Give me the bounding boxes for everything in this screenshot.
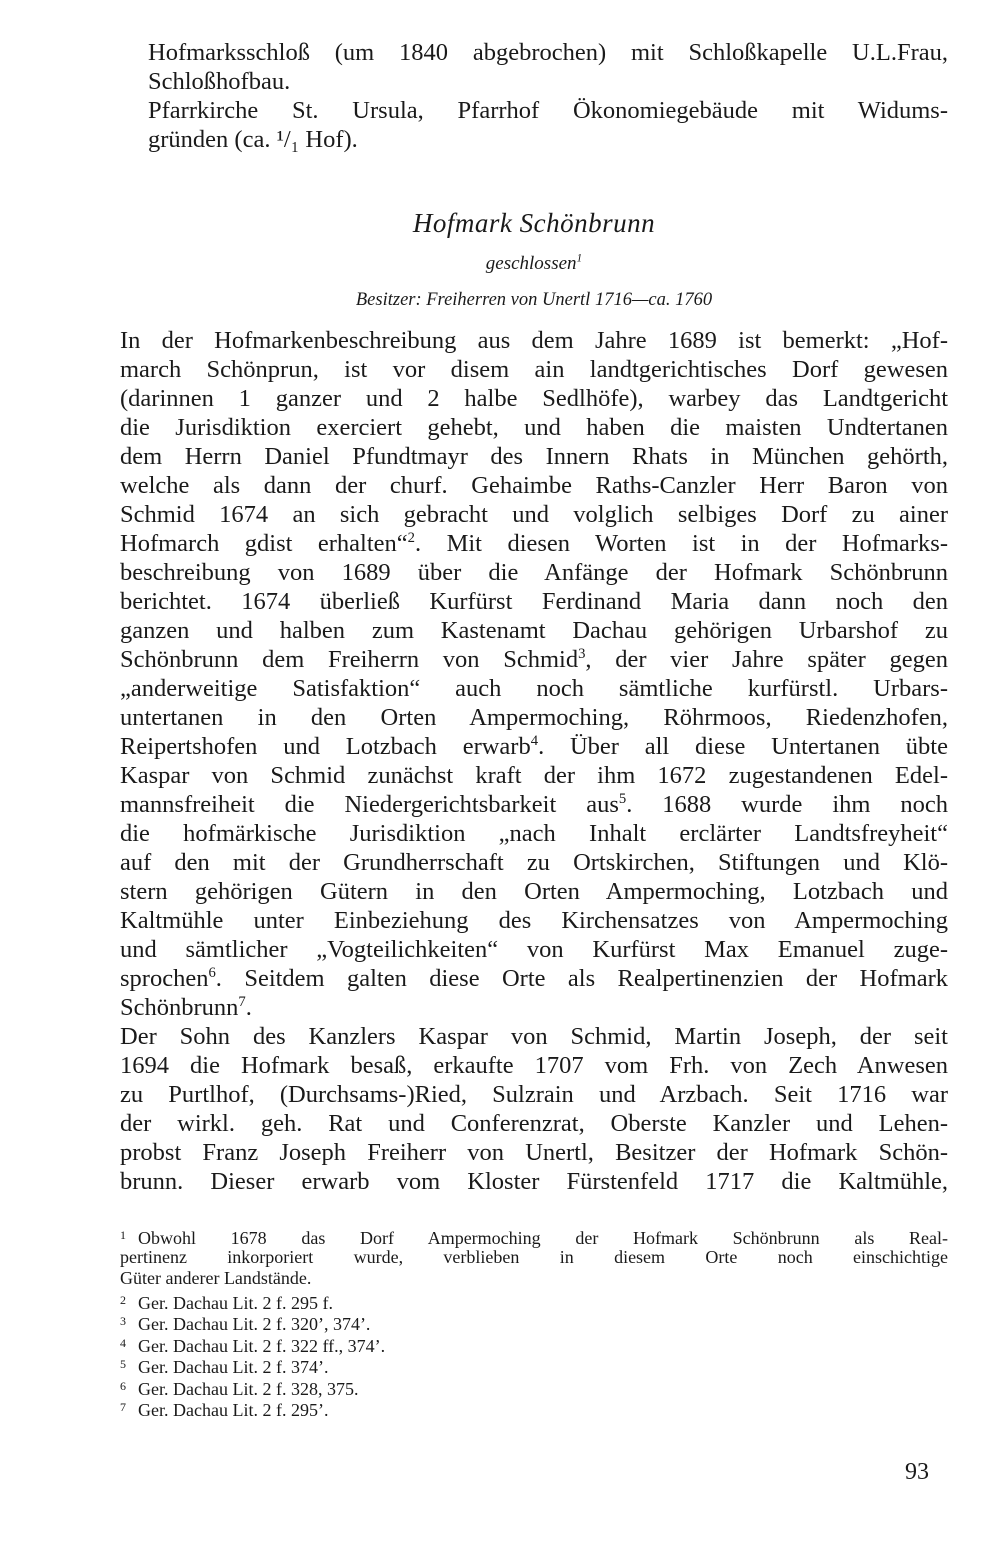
text-segment: In der Hofmarkenbeschreibung aus dem Jahre 1689 ist bemerkt: „Hof- <box>120 327 948 354</box>
text-segment: Kaltmühle unter Einbeziehung des Kirchensatzes von Ampermoching <box>120 907 948 934</box>
text-line <box>120 877 948 906</box>
text-segment: Schönbrunn <box>120 994 239 1021</box>
text-segment: Hofmarch gdist erhalten“ <box>120 530 408 557</box>
text-segment: Schönbrunn dem Freiherrn von Schmid <box>120 646 579 673</box>
footnote-number: 3 <box>120 1314 126 1328</box>
text-line: der wirkl. geh. Rat und Conferenzrat, Oberste Kanzler und Lehen- <box>120 1110 948 1137</box>
footnote-line <box>120 1290 948 1312</box>
text-line <box>120 674 948 703</box>
text-segment: dem Herrn Daniel Pfundtmayr des Innern Rhats in München gehörth, <box>120 443 948 470</box>
footnote-ref: 2 <box>407 529 415 546</box>
text-line: Der Sohn des Kanzlers Kaspar von Schmid, Martin Joseph, der seit <box>120 1023 948 1050</box>
text-line <box>120 529 948 558</box>
text-line <box>120 442 948 471</box>
text-line <box>120 819 948 848</box>
text-segment: und sämtlicher „Vogteilichkeiten“ von Kurfürst Max Emanuel zuge- <box>120 936 948 963</box>
section-owner: Besitzer: Freiherren von Unertl 1716—ca. 1760 <box>355 290 713 310</box>
footnote-ref: 7 <box>238 993 246 1010</box>
footnote-ref: 3 <box>578 645 586 662</box>
text-segment: mannsfreiheit die Niedergerichtsbarkeit aus <box>120 791 619 818</box>
text-line <box>120 355 948 384</box>
text-line <box>120 500 948 529</box>
text-line <box>120 790 948 819</box>
text-line: zu Purtlhof, (Durchsams-)Ried, Sulzrain und Arzbach. Seit 1716 war <box>120 1081 948 1108</box>
section-title: Hofmark Schönbrunn <box>412 208 656 238</box>
paragraph-2 <box>120 1022 948 1196</box>
text-line <box>120 384 948 413</box>
text-segment: auf den mit der Grundherrschaft zu Ortskirchen, Stiftungen und Klö- <box>120 849 948 876</box>
text-line: probst Franz Joseph Freiherr von Unertl, Besitzer der Hofmark Schön- <box>120 1139 948 1166</box>
section-subtitle <box>120 252 948 276</box>
text-line <box>120 645 948 674</box>
text-segment: berichtet. 1674 überließ Kurfürst Ferdinand Maria dann noch den <box>120 588 948 615</box>
footnote-line <box>120 1268 948 1290</box>
text-line <box>120 761 948 790</box>
text-segment: beschreibung von 1689 über die Anfänge der Hofmark Schönbrunn <box>120 559 948 586</box>
text-line <box>120 964 948 993</box>
footnote-line <box>120 1397 948 1419</box>
text-segment: march Schönprun, ist vor disem ain landtgerichtisches Dorf gewesen <box>120 356 948 383</box>
text-line <box>120 326 948 355</box>
footnote-number: 7 <box>120 1400 126 1414</box>
footnote-text: Ger. Dachau Lit. 2 f. 295 f. <box>138 1292 333 1313</box>
text-line <box>120 413 948 442</box>
intro-block <box>120 38 948 154</box>
text-segment: die hofmärkische Jurisdiktion „nach Inhalt erclärter Landtsfreyheit“ <box>120 820 948 847</box>
text-line <box>120 558 948 587</box>
text-segment: . Seitdem galten diese Orte als Realpertinenzien der Hofmark <box>215 965 948 992</box>
text-segment: ganzen und halben zum Kastenamt Dachau gehörigen Urbarshof zu <box>120 617 948 644</box>
footnote-text: pertinenz inkorporiert wurde, verblieben in diesem Orte noch einschichtige <box>120 1246 948 1267</box>
text-line <box>120 471 948 500</box>
footnote-text: Ger. Dachau Lit. 2 f. 322 ff., 374’. <box>138 1335 386 1356</box>
footnote-ref: 1 <box>576 252 583 265</box>
text-line <box>120 616 948 645</box>
footnote-ref: 6 <box>208 964 216 981</box>
text-line <box>120 848 948 877</box>
text-segment: Reipertshofen und Lotzbach erwarb <box>120 733 531 760</box>
text-segment: welche als dann der churf. Gehaimbe Raths-Canzler Herr Baron von <box>120 472 948 499</box>
footnote-number: 4 <box>120 1335 126 1350</box>
text-line: 1694 die Hofmark besaß, erkaufte 1707 vom Frh. von Zech Anwesen <box>120 1052 948 1079</box>
text-line <box>120 587 948 616</box>
footnote-line <box>120 1225 948 1247</box>
text-line <box>120 935 948 964</box>
text-segment: „anderweitige Satisfaktion“ auch noch sämtliche kurfürstl. Urbars- <box>120 675 948 702</box>
footnote-number: 6 <box>120 1378 126 1393</box>
text-line <box>120 703 948 732</box>
text-segment: Schmid 1674 an sich gebracht und volglich selbiges Dorf zu ainer <box>120 501 948 528</box>
footnote-number: 1 <box>120 1228 126 1242</box>
text-line <box>120 906 948 935</box>
page-number: 93 <box>905 1459 929 1485</box>
text-segment: untertanen in den Orten Ampermoching, Röhrmoos, Riedenzhofen, <box>120 704 948 731</box>
text-segment: . Mit diesen Worten ist in der Hofmarks- <box>415 530 949 557</box>
page-body <box>120 38 948 1196</box>
text-segment: . 1688 wurde ihm noch <box>626 791 948 818</box>
text-line <box>120 993 948 1022</box>
footnote-number: 5 <box>120 1357 126 1371</box>
footnote-text: Ger. Dachau Lit. 2 f. 374’. <box>138 1357 329 1377</box>
section-subtitle-text: geschlossen <box>485 253 577 274</box>
footnote-ref: 4 <box>530 732 539 749</box>
footnote-text: Ger. Dachau Lit. 2 f. 295’. <box>138 1400 329 1420</box>
text-line <box>120 732 948 761</box>
footnote-ref: 5 <box>618 790 627 807</box>
footnote-number: 2 <box>120 1292 126 1307</box>
intro-line: Schloßhofbau. <box>148 68 291 95</box>
intro-line: Hofmarksschloß (um 1840 abgebrochen) mit Schloßkapelle U.L.Frau, <box>148 39 948 66</box>
footnote-line <box>120 1311 948 1333</box>
intro-line: Pfarrkirche St. Ursula, Pfarrhof Ökonomiegebäude mit Widums- <box>148 97 948 124</box>
text-segment: . <box>245 994 252 1021</box>
intro-line: gründen (ca. ¹/₁ Hof). <box>148 126 358 153</box>
footnote-line <box>120 1376 948 1398</box>
text-segment: , der vier Jahre später gegen <box>585 646 948 673</box>
text-segment: . Über all diese Untertanen übte <box>538 733 948 760</box>
footnote-text: Ger. Dachau Lit. 2 f. 328, 375. <box>138 1378 359 1399</box>
footnote-text: Obwohl 1678 das Dorf Ampermoching der Hofmark Schönbrunn als Real- <box>138 1228 948 1248</box>
footnote-text: Ger. Dachau Lit. 2 f. 320’, 374’. <box>138 1314 371 1334</box>
footnote-line <box>120 1333 948 1355</box>
text-segment: sprochen <box>120 965 209 992</box>
footnote-line <box>120 1354 948 1376</box>
paragraph-1 <box>120 326 948 1022</box>
text-segment: (darinnen 1 ganzer und 2 halbe Sedlhöfe), warbey das Landtgericht <box>120 385 948 412</box>
text-segment: stern gehörigen Gütern in den Orten Ampermoching, Lotzbach und <box>120 878 948 905</box>
text-segment: Kaspar von Schmid zunächst kraft der ihm 1672 zugestandenen Edel- <box>120 762 948 789</box>
footnote-line <box>120 1247 948 1269</box>
text-segment: die Jurisdiktion exerciert gehebt, und haben die maisten Undtertanen <box>120 414 948 441</box>
footnotes <box>120 1225 948 1419</box>
footnote-text: Güter anderer Landstände. <box>120 1268 312 1288</box>
text-line: brunn. Dieser erwarb vom Kloster Fürstenfeld 1717 die Kaltmühle, <box>120 1168 948 1195</box>
